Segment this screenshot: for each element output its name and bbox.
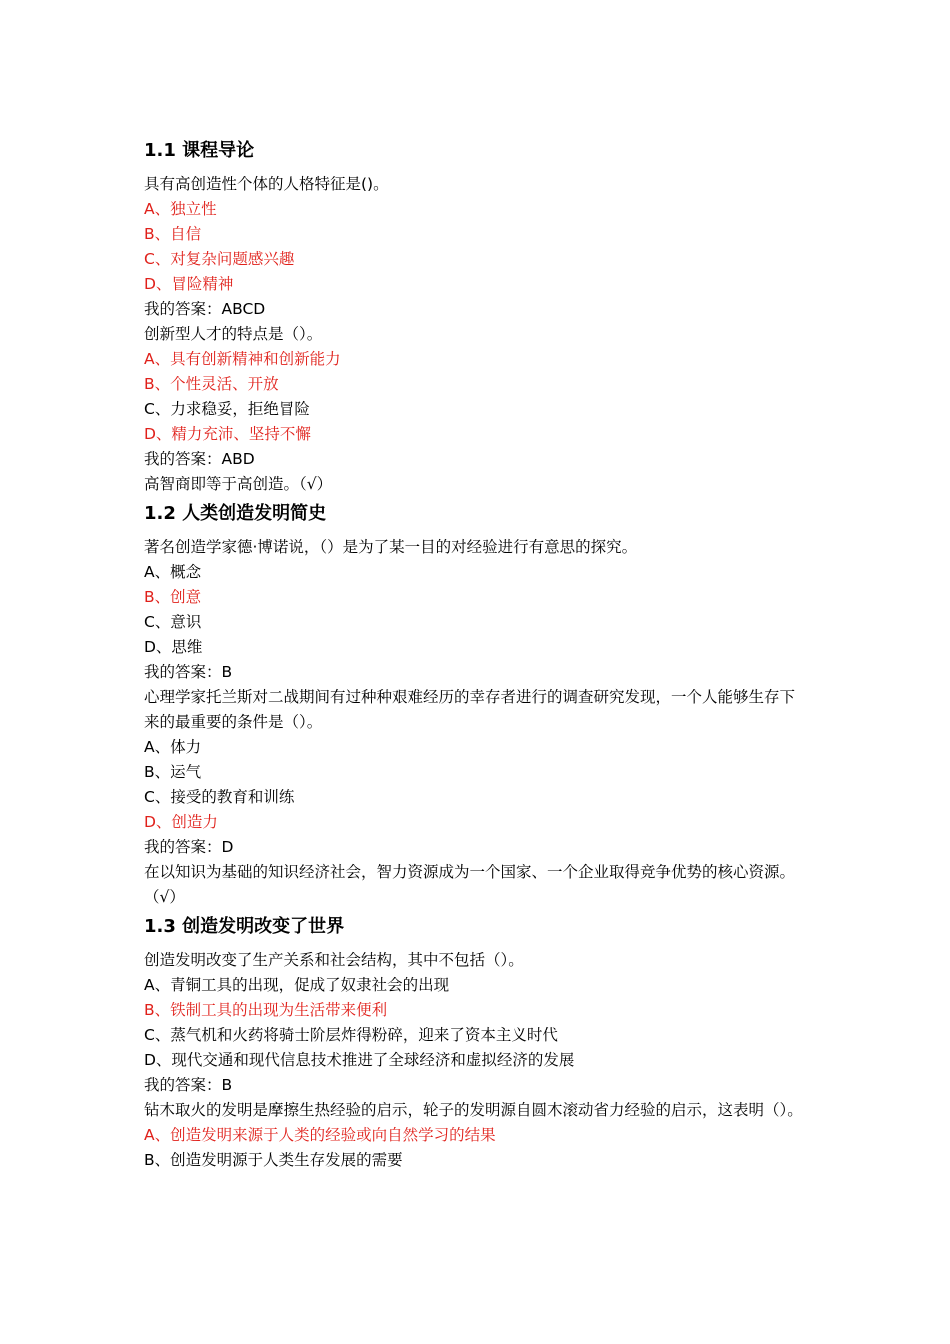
section-heading: 1.1 课程导论 [144, 140, 255, 161]
text-line: 创造发明改变了生产关系和社会结构，其中不包括（）。 [144, 951, 524, 969]
text-line: C、意识 [144, 613, 202, 631]
text-line: 著名创造学家德·博诺说，（）是为了某一目的对经验进行有意思的探究。 [144, 538, 638, 556]
section-heading: 1.3 创造发明改变了世界 [144, 916, 345, 937]
correct-option-line: C、对复杂问题感兴趣 [144, 250, 295, 268]
text-line: A、青铜工具的出现，促成了奴隶社会的出现 [144, 976, 450, 994]
text-line: C、接受的教育和训练 [144, 788, 295, 806]
section [144, 910, 804, 1173]
text-line: A、概念 [144, 563, 202, 581]
correct-option-line: D、精力充沛、坚持不懈 [144, 425, 311, 443]
text-line: 我的答案：ABCD [144, 300, 266, 318]
section [144, 497, 804, 910]
text-line: D、思维 [144, 638, 203, 656]
text-line: 我的答案：D [144, 838, 234, 856]
text-line: B、创造发明源于人类生存发展的需要 [144, 1151, 403, 1169]
correct-option-line: D、创造力 [144, 813, 218, 831]
text-line: 我的答案：B [144, 663, 233, 681]
section [144, 134, 804, 497]
correct-option-line: B、铁制工具的出现为生活带来便利 [144, 1001, 388, 1019]
text-line: D、现代交通和现代信息技术推进了全球经济和虚拟经济的发展 [144, 1051, 575, 1069]
text-line: 在以知识为基础的知识经济社会，智力资源成为一个国家、一个企业取得竞争优势的核心资源。（√） [144, 863, 796, 906]
text-line: B、运气 [144, 763, 202, 781]
correct-option-line: B、个性灵活、开放 [144, 375, 279, 393]
text-line: A、体力 [144, 738, 202, 756]
text-line: 心理学家托兰斯对二战期间有过种种艰难经历的幸存者进行的调查研究发现，一个人能够生存下来的最重要的条件是（）。 [144, 688, 796, 731]
text-line: 创新型人才的特点是（）。 [144, 325, 323, 343]
text-line: 高智商即等于高创造。（√） [144, 475, 333, 493]
text-line: 我的答案：ABD [144, 450, 255, 468]
section-heading: 1.2 人类创造发明简史 [144, 503, 327, 524]
text-line: 我的答案：B [144, 1076, 233, 1094]
text-line: C、力求稳妥，拒绝冒险 [144, 400, 310, 418]
text-line: 具有高创造性个体的人格特征是()。 [144, 175, 389, 193]
text-line: C、蒸气机和火药将骑士阶层炸得粉碎，迎来了资本主义时代 [144, 1026, 558, 1044]
correct-option-line: B、自信 [144, 225, 202, 243]
correct-option-line: B、创意 [144, 588, 202, 606]
text-line: 钻木取火的发明是摩擦生热经验的启示，轮子的发明源自圆木滚动省力经验的启示，这表明（）。 [144, 1101, 803, 1119]
correct-option-line: A、具有创新精神和创新能力 [144, 350, 341, 368]
document-content [144, 134, 804, 1173]
correct-option-line: A、创造发明来源于人类的经验或向自然学习的结果 [144, 1126, 496, 1144]
correct-option-line: D、冒险精神 [144, 275, 234, 293]
correct-option-line: A、独立性 [144, 200, 217, 218]
